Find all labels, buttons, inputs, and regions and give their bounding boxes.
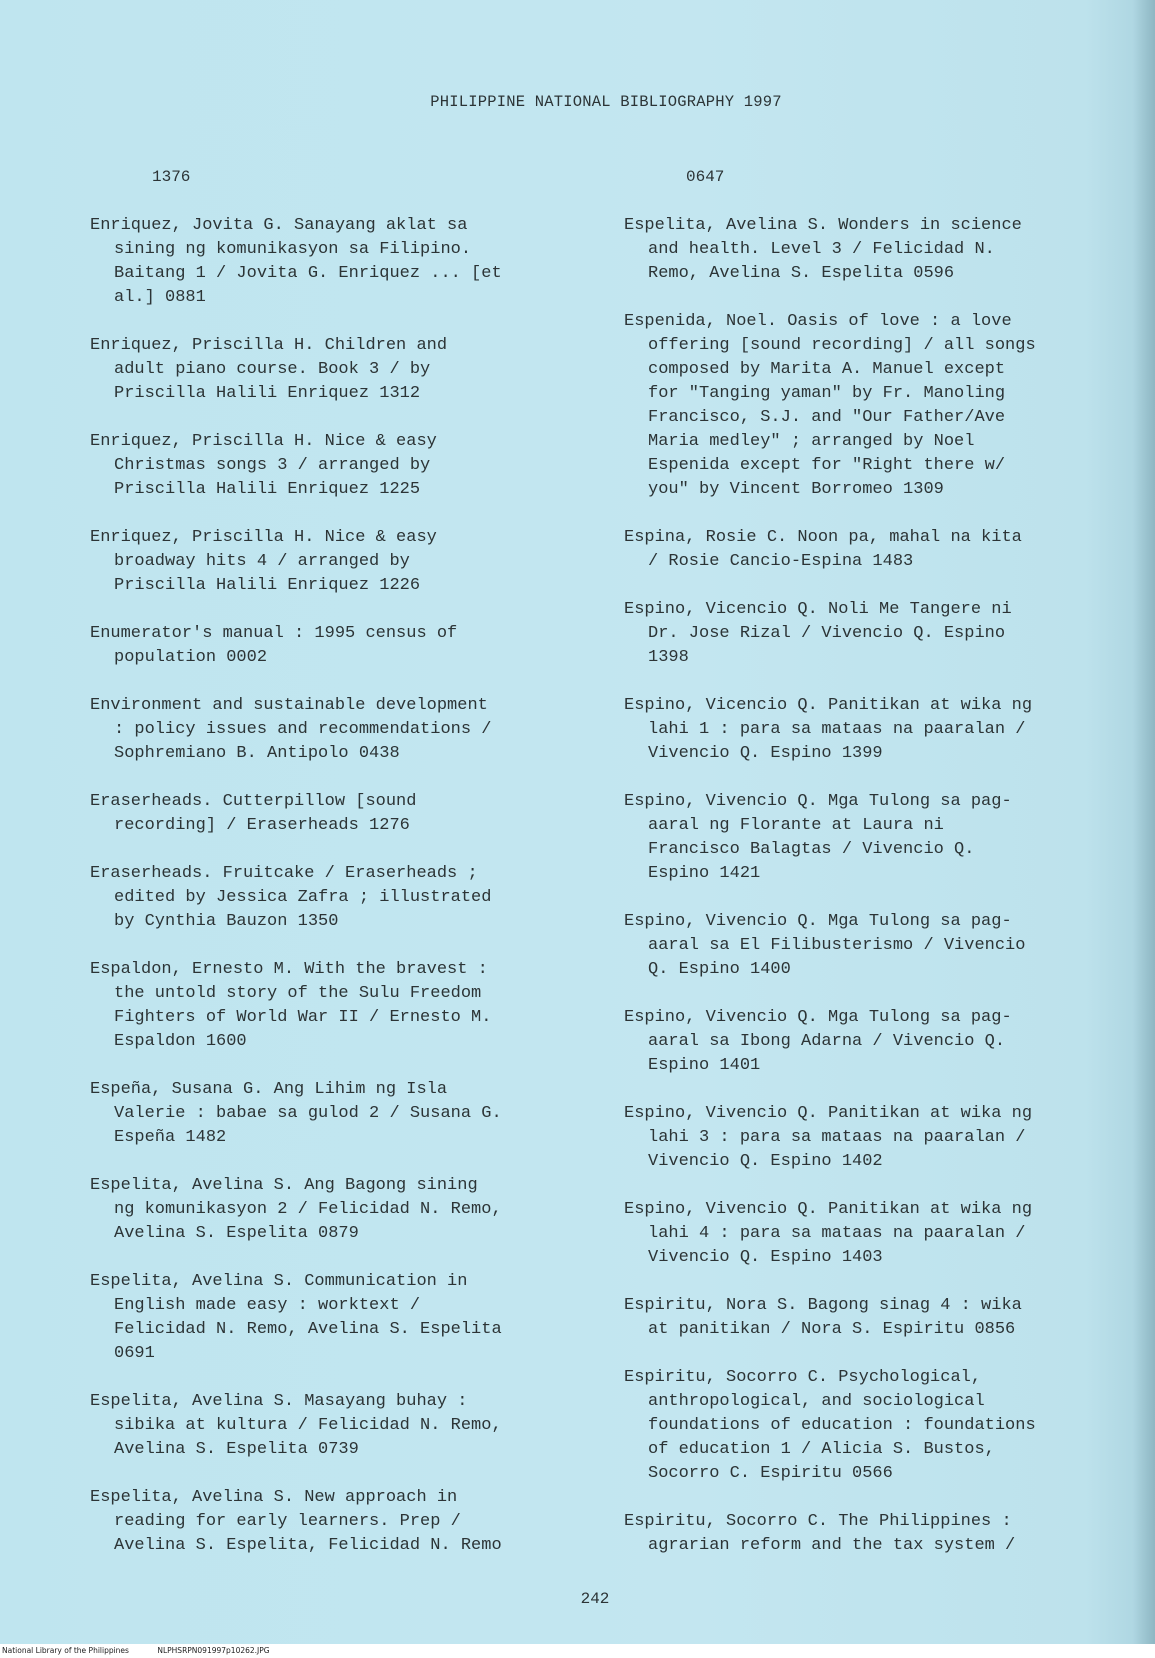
bib-entry: Espiritu, Socorro C. The Philippines : agrarian reform and the tax system /	[624, 1512, 1016, 1555]
left-column	[90, 168, 590, 1582]
bib-entry: Enriquez, Jovita G. Sanayang aklat sa sining ng komunikasyon sa Filipino. Baitang 1 / Jovita G. Enriquez ... [et al.] 0881	[90, 216, 502, 307]
bib-entry: Espelita, Avelina S. Ang Bagong sining ng komunikasyon 2 / Felicidad N. Remo, Avelina S. Espelita 0879	[90, 1176, 502, 1243]
bib-entry: Espino, Vivencio Q. Mga Tulong sa pag- aaral sa Ibong Adarna / Vivencio Q. Espino 1401	[624, 1008, 1012, 1075]
bib-entry: Espelita, Avelina S. Communication in English made easy : worktext / Felicidad N. Remo, Avelina S. Espelita 0691	[90, 1272, 502, 1363]
bib-entry: Espaldon, Ernesto M. With the bravest : the untold story of the Sulu Freedom Fighters of World War II / Ernesto M. Espaldon 1600	[90, 960, 492, 1051]
left-column-number: 1376	[152, 168, 191, 186]
bib-entry: Enriquez, Priscilla H. Nice & easy broadway hits 4 / arranged by Priscilla Halili Enriquez 1226	[90, 528, 437, 595]
bib-entry: Environment and sustainable development : policy issues and recommendations / Sophremiano B. Antipolo 0438	[90, 696, 492, 763]
footer-file: NLPHSRPN091997p10262.JPG	[157, 1646, 270, 1655]
bib-entry: Espenida, Noel. Oasis of love : a love offering [sound recording] / all songs composed by Marita A. Manuel except for "Tanging yaman" by Fr. Manoling Francisco, S.J. and "Our Father/Ave Maria medley" ; arranged by Noel Espenida except for "Right there w/ you" by Vincent Borromeo 1309	[624, 312, 1036, 499]
bib-entry: Espino, Vicencio Q. Panitikan at wika ng lahi 1 : para sa mataas na paaralan / Vivencio Q. Espino 1399	[624, 696, 1033, 763]
bib-entry: Espiritu, Nora S. Bagong sinag 4 : wika at panitikan / Nora S. Espiritu 0856	[624, 1296, 1022, 1339]
right-column	[624, 168, 1124, 1582]
bib-entry: Espino, Vicencio Q. Noli Me Tangere ni Dr. Jose Rizal / Vivencio Q. Espino 1398	[624, 600, 1012, 667]
right-column-number: 0647	[686, 168, 725, 186]
bib-entry: Espelita, Avelina S. New approach in reading for early learners. Prep / Avelina S. Espelita, Felicidad N. Remo	[90, 1488, 502, 1555]
bib-entry: Enumerator's manual : 1995 census of population 0002	[90, 624, 458, 667]
bib-entry: Espelita, Avelina S. Masayang buhay : sibika at kultura / Felicidad N. Remo, Avelina S. Espelita 0739	[90, 1392, 502, 1459]
bib-entry: Espino, Vivencio Q. Panitikan at wika ng lahi 4 : para sa mataas na paaralan / Vivencio Q. Espino 1403	[624, 1200, 1033, 1267]
bib-entry: Espino, Vivencio Q. Mga Tulong sa pag- aaral ng Florante at Laura ni Francisco Balagtas / Vivencio Q. Espino 1421	[624, 792, 1012, 883]
footer-library: National Library of the Philippines	[2, 1646, 129, 1655]
page-header: PHILIPPINE NATIONAL BIBLIOGRAPHY 1997	[430, 93, 782, 111]
scan-footer	[0, 1644, 1155, 1658]
bib-entry: Eraserheads. Cutterpillow [sound recording] / Eraserheads 1276	[90, 792, 417, 835]
page-number: 242	[580, 1590, 610, 1608]
bib-entry: Espina, Rosie C. Noon pa, mahal na kita / Rosie Cancio-Espina 1483	[624, 528, 1022, 571]
bib-entry: Enriquez, Priscilla H. Nice & easy Christmas songs 3 / arranged by Priscilla Halili Enriquez 1225	[90, 432, 437, 499]
bib-entry: Espino, Vivencio Q. Mga Tulong sa pag- aaral sa El Filibusterismo / Vivencio Q. Espino 1400	[624, 912, 1026, 979]
page-edge-shadow	[1133, 0, 1155, 1658]
bib-entry: Espino, Vivencio Q. Panitikan at wika ng lahi 3 : para sa mataas na paaralan / Vivencio Q. Espino 1402	[624, 1104, 1033, 1171]
bib-entry: Eraserheads. Fruitcake / Eraserheads ; edited by Jessica Zafra ; illustrated by Cynthia Bauzon 1350	[90, 864, 492, 931]
bib-entry: Espeña, Susana G. Ang Lihim ng Isla Valerie : babae sa gulod 2 / Susana G. Espeña 1482	[90, 1080, 502, 1147]
bib-entry: Espelita, Avelina S. Wonders in science and health. Level 3 / Felicidad N. Remo, Avelina S. Espelita 0596	[624, 216, 1022, 283]
bib-entry: Espiritu, Socorro C. Psychological, anthropological, and sociological foundations of education : foundations of education 1 / Alicia S. Bustos, Socorro C. Espiritu 0566	[624, 1368, 1036, 1483]
bib-entry: Enriquez, Priscilla H. Children and adult piano course. Book 3 / by Priscilla Halili Enriquez 1312	[90, 336, 448, 403]
